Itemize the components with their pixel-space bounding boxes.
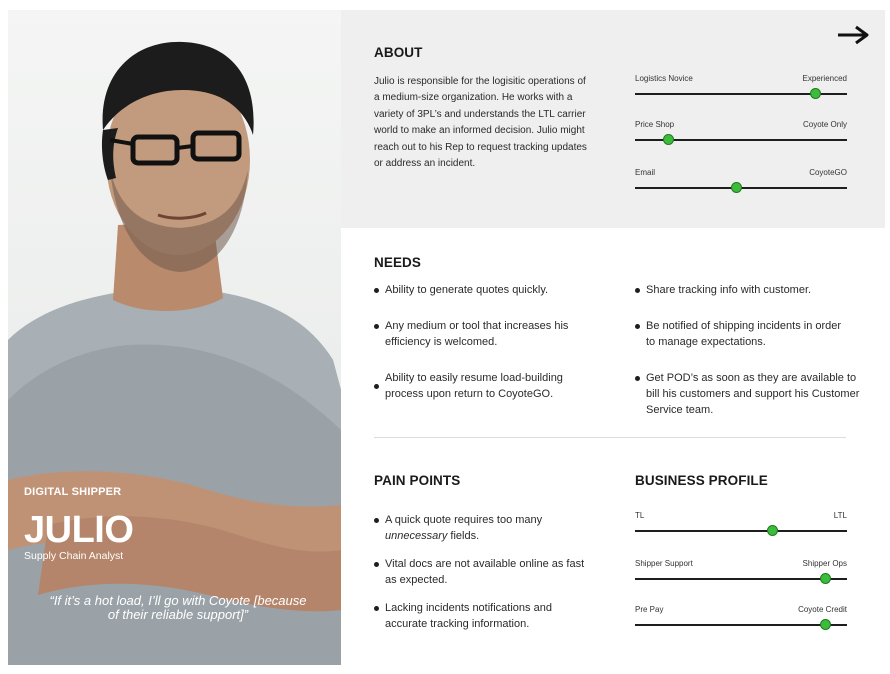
persona-name: JULIO [24, 509, 134, 551]
need-text: Get POD’s as soon as they are available to bill his customers and support his Customer Service team. [646, 372, 860, 416]
need-item [635, 370, 861, 418]
persona-job-title: Supply Chain Analyst [24, 550, 124, 562]
slider-right-label: LTL [833, 511, 847, 520]
slider-right-label: Coyote Only [802, 120, 847, 129]
need-item [635, 318, 846, 350]
pain-point-item [374, 556, 595, 588]
bullet-dot [374, 606, 379, 611]
needs-heading: NEEDS [374, 255, 422, 270]
slider-right-label: Shipper Ops [802, 559, 847, 568]
persona-role-tag: DIGITAL SHIPPER [24, 486, 122, 498]
slider-right-label: CoyoteGO [809, 168, 847, 177]
bullet-dot [374, 562, 379, 567]
slider-left-label: Email [635, 168, 656, 177]
slider-left-label: Price Shop [635, 120, 675, 129]
arrow-right-icon[interactable] [836, 24, 872, 46]
bullet-dot [635, 288, 640, 293]
slider-track [635, 530, 847, 532]
pain-point-text-post: fields. [447, 530, 480, 542]
need-text: Ability to easily resume load-building process upon return to CoyoteGO. [385, 372, 563, 400]
slider-left-label: Shipper Support [635, 559, 693, 568]
slider-right-label: Coyote Credit [798, 605, 847, 614]
need-item [374, 318, 590, 350]
bullet-dot [635, 324, 640, 329]
slider-right-label: Experienced [802, 74, 847, 83]
about-heading: ABOUT [374, 45, 423, 60]
need-item [374, 282, 610, 298]
pain-point-text: Lacking incidents notifications and accurate tracking information. [385, 602, 552, 630]
bullet-dot [635, 376, 640, 381]
slider-tl-ltl [635, 511, 847, 541]
need-text: Share tracking info with customer. [646, 284, 812, 296]
slider-left-label: Logistics Novice [635, 74, 693, 83]
about-text: Julio is responsible for the logisitic operations of a medium-size organization. He works with a variety of 3PL’s and understands the LTL carrier world to make an informed decision. Julio might reach out to his Rep to request tracking updates or address an incident. [374, 76, 587, 170]
bullet-dot [374, 324, 379, 329]
persona-quote: “If it’s a hot load, I’ll go with Coyote [because of their reliable support]” [49, 593, 307, 622]
slider-shipper-support [635, 559, 847, 589]
bullet-dot [374, 384, 379, 389]
slider-knob [731, 182, 742, 193]
pain-point-text: Vital docs are not available online as fast as expected. [385, 558, 585, 586]
slider-track [635, 578, 847, 580]
slider-knob [820, 619, 831, 630]
slider-price-shop [635, 120, 847, 150]
slider-knob [810, 88, 821, 99]
need-text: Ability to generate quotes quickly. [385, 284, 549, 296]
pain-point-item [374, 512, 585, 544]
need-item [635, 282, 856, 298]
slider-channel [635, 168, 847, 198]
persona-photo [8, 10, 341, 665]
pain-point-text-emphasis: unnecessary [385, 530, 448, 542]
bullet-dot [374, 518, 379, 523]
slider-payment [635, 605, 847, 635]
slider-logistics-experience [635, 74, 847, 104]
need-text: Be notified of shipping incidents in order to manage expectations. [646, 320, 842, 348]
bullet-dot [374, 288, 379, 293]
person-illustration [8, 10, 341, 665]
pain-point-text-pre: A quick quote requires too many [385, 514, 543, 526]
section-divider [374, 437, 846, 438]
need-text: Any medium or tool that increases his efficiency is welcomed. [385, 320, 569, 348]
slider-knob [767, 525, 778, 536]
business-profile-heading: BUSINESS PROFILE [635, 473, 768, 488]
slider-left-label: TL [635, 511, 645, 520]
slider-left-label: Pre Pay [635, 605, 664, 614]
slider-knob [663, 134, 674, 145]
slider-track [635, 624, 847, 626]
pain-point-item [374, 600, 595, 632]
need-item [374, 370, 600, 402]
slider-knob [820, 573, 831, 584]
pain-points-heading: PAIN POINTS [374, 473, 461, 488]
